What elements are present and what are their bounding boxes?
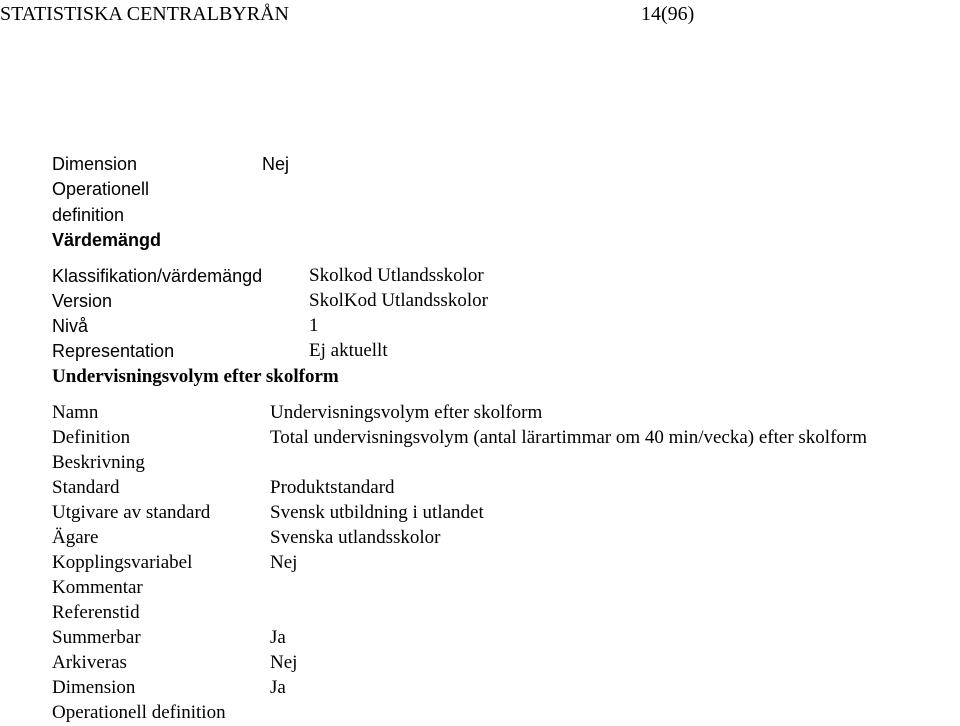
row-label-utgivare: Utgivare av standard (52, 502, 211, 523)
row-label-agare: Ägare (52, 527, 99, 548)
row-value-utgivare: Svensk utbildning i utlandet (270, 502, 484, 523)
dimension-value: Nej (262, 154, 290, 174)
row-value-arkiveras: Nej (270, 652, 298, 673)
row-label-namn: Namn (52, 402, 99, 423)
representation-value: Ej aktuellt (309, 340, 388, 361)
page-number: 14(96) (641, 3, 695, 25)
version-label: Version (52, 291, 113, 311)
level-value: 1 (309, 315, 319, 336)
version-value: SkolKod Utlandsskolor (309, 290, 488, 311)
row-label-arkiveras: Arkiveras (52, 652, 127, 673)
value-set-heading: Värdemängd (52, 230, 162, 250)
row-value-definition: Total undervisningsvolym (antal lärartimmar om 40 min/vecka) efter skolform (270, 427, 868, 448)
row-label-beskrivning: Beskrivning (52, 452, 145, 473)
row-label-dimension: Dimension (52, 677, 136, 698)
classification-label: Klassifikation/värdemängd (52, 266, 263, 286)
dimension-label: Dimension (52, 154, 138, 174)
row-label-kopplingsvariabel: Kopplingsvariabel (52, 552, 193, 573)
row-label-referenstid: Referenstid (52, 602, 140, 623)
row-value-standard: Produktstandard (270, 477, 395, 498)
row-label-kommentar: Kommentar (52, 577, 143, 598)
level-label: Nivå (52, 316, 89, 336)
operational-definition-label-line1: Operationell (52, 179, 150, 199)
operational-definition-label-line2: definition (52, 205, 125, 225)
row-value-summerbar: Ja (270, 627, 286, 648)
row-value-dimension: Ja (270, 677, 286, 698)
classification-value: Skolkod Utlandsskolor (309, 265, 484, 286)
row-label-standard: Standard (52, 477, 120, 498)
variable-title: Undervisningsvolym efter skolform (52, 366, 339, 387)
row-label-definition: Definition (52, 427, 131, 448)
representation-label: Representation (52, 341, 175, 361)
row-value-agare: Svenska utlandsskolor (270, 527, 441, 548)
row-value-namn: Undervisningsvolym efter skolform (270, 402, 543, 423)
row-label-operationell-definition: Operationell definition (52, 702, 226, 723)
row-label-summerbar: Summerbar (52, 627, 141, 648)
document-header-org: STATISTISKA CENTRALBYRÅN (0, 3, 289, 25)
row-value-kopplingsvariabel: Nej (270, 552, 298, 573)
